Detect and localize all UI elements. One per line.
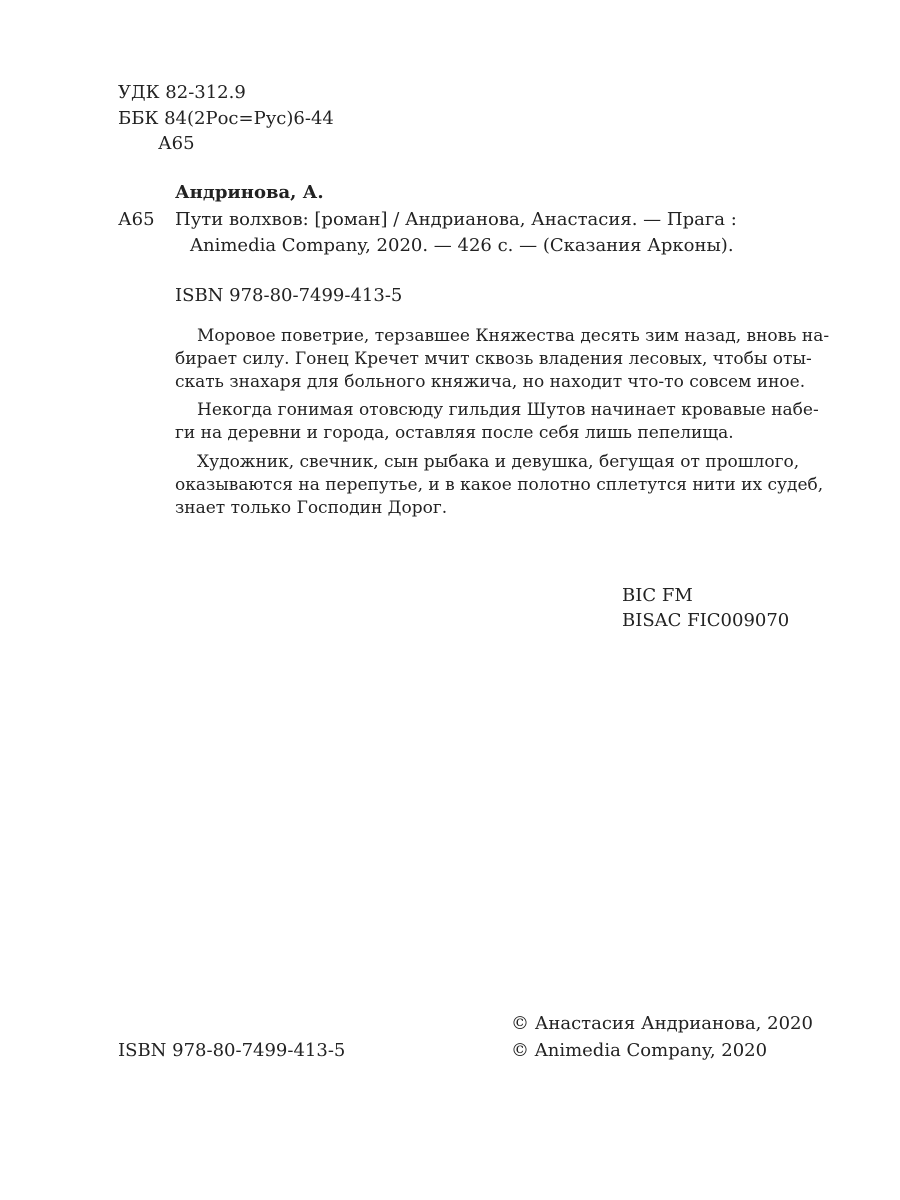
copyright-publisher: © Animedia Company, 2020	[511, 1040, 768, 1061]
bbk-code: ББК 84(2Рос=Рус)6-44	[118, 108, 334, 129]
description-line-1: Пути волхвов: [роман] / Андрианова, Анастасия. — Прага :	[175, 209, 737, 230]
isbn-record: ISBN 978-80-7499-413-5	[175, 285, 403, 306]
udk-code: УДК 82-312.9	[118, 82, 246, 103]
bic-code: BIC FM	[622, 585, 693, 606]
author-mark-side: А65	[118, 209, 155, 230]
copyright-author: © Анастасия Андрианова, 2020	[511, 1013, 813, 1034]
author-mark-top: А65	[158, 133, 195, 154]
bisac-code: BISAC FIC009070	[622, 610, 790, 631]
annotation-line: бирает силу. Гонец Кречет мчит сквозь владения лесовых, чтобы оты-	[175, 349, 812, 369]
annotation-paragraph-1	[175, 325, 830, 394]
annotation-line: ги на деревни и города, оставляя после себя лишь пепелища.	[175, 423, 734, 443]
annotation-paragraph-3	[175, 451, 824, 520]
annotation-line: скать знахаря для больного княжича, но находит что-то совсем иное.	[175, 372, 806, 392]
annotation-line: Некогда гонимая отовсюду гильдия Шутов начинает кровавые набе-	[197, 400, 819, 420]
isbn-footer: ISBN 978-80-7499-413-5	[118, 1040, 346, 1061]
annotation-line: оказываются на перепутье, и в какое полотно сплетутся нити их судеб,	[175, 475, 824, 495]
annotation-paragraph-2	[175, 399, 819, 445]
annotation-line: Художник, свечник, сын рыбака и девушка, бегущая от прошлого,	[197, 452, 800, 472]
annotation-line: Моровое поветрие, терзавшее Княжества десять зим назад, вновь на-	[197, 326, 830, 346]
description-line-2: Animedia Company, 2020. — 426 с. — (Сказания Арконы).	[190, 235, 734, 256]
annotation-line: знает только Господин Дорог.	[175, 498, 448, 518]
author-heading: Андринова, А.	[175, 182, 324, 203]
